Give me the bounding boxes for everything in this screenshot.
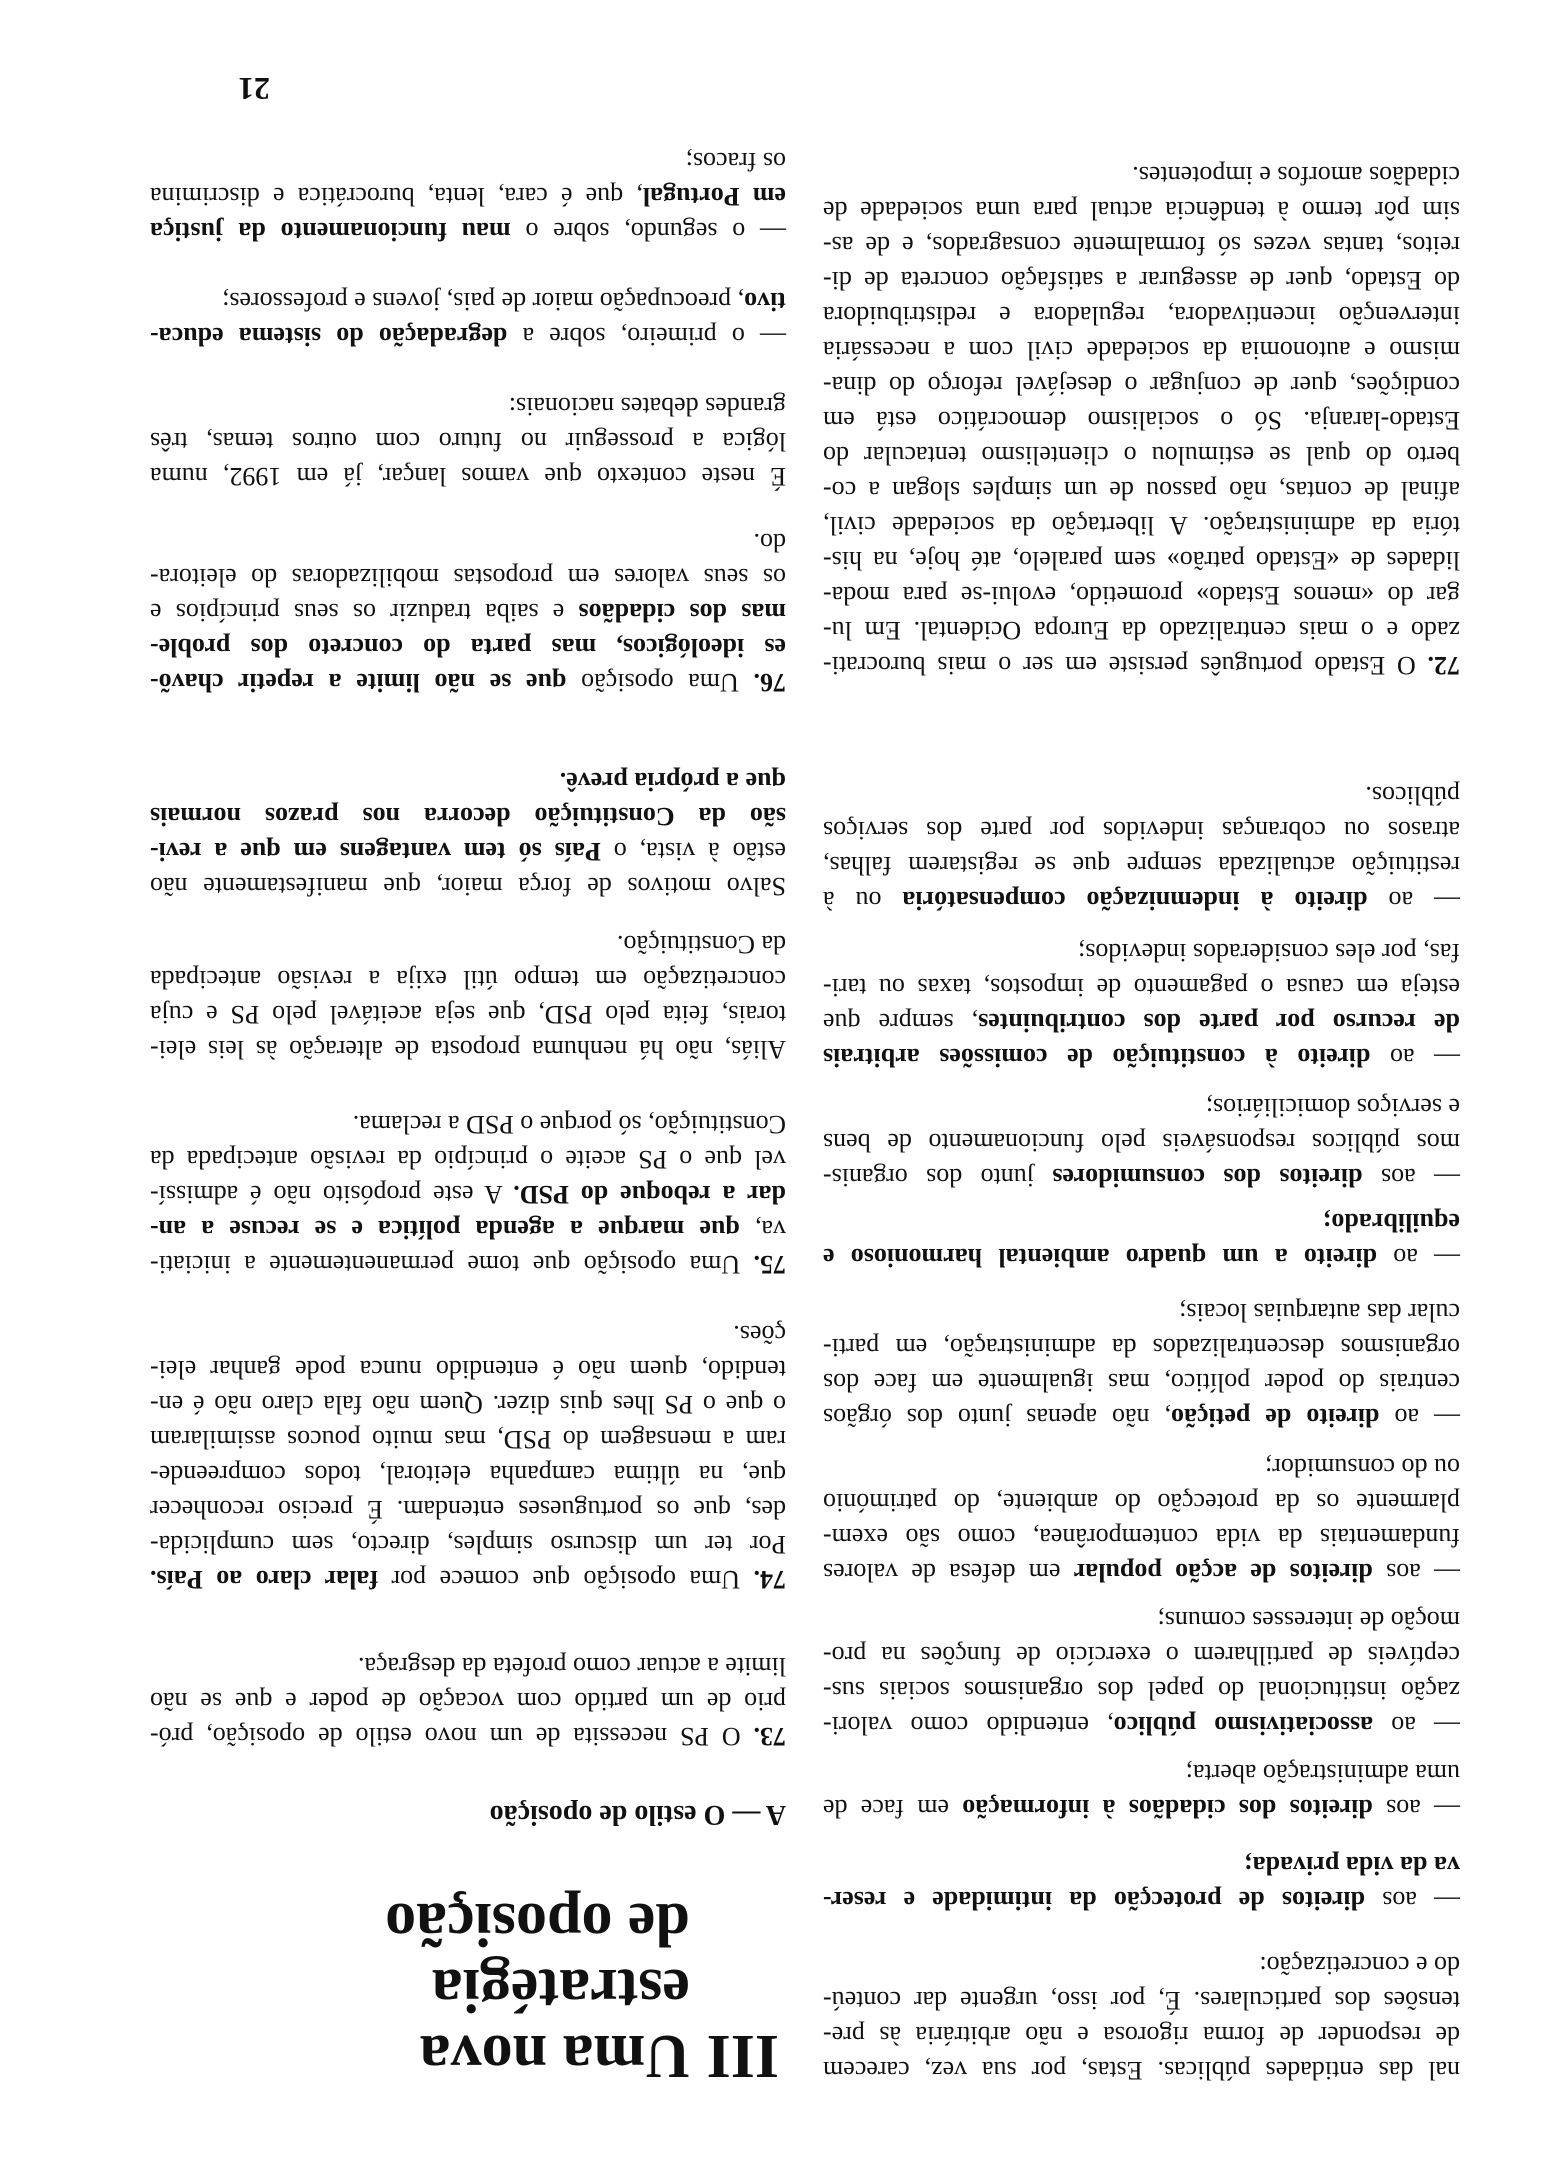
text-line	[150, 962, 786, 997]
text-line	[823, 263, 1460, 298]
text-line	[823, 1205, 1460, 1240]
text: va,	[739, 1215, 786, 1244]
bold-text: mas dos cidadãos	[578, 598, 786, 627]
text: ou à	[823, 886, 903, 915]
paragraph-intro-continuation	[823, 1948, 1460, 2088]
list-item-arbitration	[823, 935, 1460, 1075]
text: des, que os portugueses entendam. É preciso reconhecer	[150, 1495, 786, 1524]
text-line	[150, 179, 786, 214]
text: fas, por eles considerados indevidos;	[1078, 938, 1460, 967]
text: que, na última campanha eleitoral, todos compreende-	[150, 1460, 786, 1489]
text: ções.	[733, 1320, 786, 1349]
text-line	[150, 1247, 786, 1282]
text-line	[823, 228, 1460, 263]
text-line	[150, 214, 786, 249]
text-line	[150, 1684, 786, 1719]
text: mismo e autonomia da sociedade civil com a necessária	[823, 336, 1460, 365]
text-line	[150, 1527, 786, 1562]
text: mos públicos responsáveis pelo funcionamento de bens	[823, 1128, 1460, 1157]
text-line	[150, 595, 786, 630]
text: cidadãos amorfos e impotentes.	[1132, 161, 1460, 190]
text-line	[823, 1555, 1460, 1590]
text: limite a actuar como profeta da desgraça.	[357, 1652, 786, 1681]
text-line	[823, 1400, 1460, 1435]
text: Salvo motivos de força maior, que manifestamente não	[150, 872, 786, 901]
text-line	[823, 158, 1460, 193]
text: e saiba traduzir os seus princípios e	[150, 598, 579, 627]
text-line	[150, 799, 786, 834]
paragraph-alias	[150, 927, 786, 1067]
text-line	[150, 1032, 786, 1067]
text-line	[823, 368, 1460, 403]
bold-text: direitos de acção popular	[1073, 1558, 1373, 1587]
bold-text: em Portugal	[642, 182, 786, 211]
text: ram a mensagem do PSD, mas muito poucos assimilaram	[150, 1425, 786, 1454]
text: do.	[753, 528, 786, 557]
text-line	[823, 1125, 1460, 1160]
text: do Estado, quer de assegurar a satisfação concreta de di-	[823, 266, 1460, 295]
bold-text: 72.	[1427, 651, 1460, 680]
text: concretização em tempo útil exija a revisão antecipada	[150, 965, 786, 994]
text: prio de um partido com vocação de poder e que se não	[150, 1687, 786, 1716]
text-line	[150, 1212, 786, 1247]
bold-text: que marque a agenda política e se recuse a an-	[150, 1215, 740, 1244]
text: Por ter um discurso simples, directo, sem cumplicida-	[150, 1530, 786, 1559]
text: — aos	[1372, 1794, 1460, 1823]
text: , não apenas junto dos órgãos	[823, 1403, 1171, 1432]
chapter-title	[385, 1891, 690, 2089]
bold-text: de recurso por parte dos contribuintes	[978, 1008, 1460, 1037]
text-line	[823, 883, 1460, 918]
text: de responder de forma rigorosa e não arbitrária às pre-	[823, 2021, 1460, 2050]
text-line	[823, 935, 1460, 970]
text-line	[823, 1005, 1460, 1040]
text: — aos	[1362, 1163, 1460, 1192]
text: — o segundo, sobre o	[510, 217, 786, 246]
list-item-consumers	[823, 1090, 1460, 1195]
text-line	[150, 1177, 786, 1212]
list-item-popular-action	[823, 1450, 1460, 1590]
bold-text: direitos de protecção da intimidade e reser-	[823, 1886, 1366, 1915]
text-line	[823, 1365, 1460, 1400]
paragraph-73	[150, 1649, 786, 1754]
text-line	[823, 1638, 1460, 1673]
bold-text: direito à indemnização compensatória	[902, 886, 1368, 915]
list-item-privacy-rights	[823, 1848, 1460, 1918]
chapter-title-line: estratégia	[431, 1956, 690, 2024]
text-line	[150, 997, 786, 1032]
text: Aliás, não há nenhuma proposta de alteração às leis elei-	[150, 1035, 786, 1064]
text: centrais do poder político, mas igualmente em face dos	[823, 1368, 1460, 1397]
text-line	[150, 1352, 786, 1387]
text-line	[823, 1883, 1460, 1918]
text: plarmente os da protecção do ambiente, do património	[823, 1488, 1460, 1517]
text-line	[823, 578, 1460, 613]
text-line	[823, 403, 1460, 438]
list-item-environment	[823, 1205, 1460, 1275]
text-line	[823, 298, 1460, 333]
text-line	[823, 1948, 1460, 1983]
text-line	[150, 1719, 786, 1754]
text-line	[150, 869, 786, 904]
text: públicos.	[1365, 781, 1460, 810]
chapter-title-line: de oposição	[385, 1890, 690, 1958]
text-line	[150, 459, 786, 494]
bold-text: va da vida privada;	[1244, 1851, 1460, 1880]
text: gar do «menos Estado» prometido, evolui-se para moda-	[823, 581, 1460, 610]
text-line	[823, 1520, 1460, 1555]
bold-text: que se não limite a repetir chavõ-	[150, 668, 567, 697]
text: — ao	[1379, 1403, 1460, 1432]
text: Estado-laranja. Só o socialismo democrático está em	[823, 406, 1460, 435]
list-item-information-rights	[823, 1756, 1460, 1826]
text: Uma oposição que comece por	[377, 1565, 754, 1594]
text-line	[823, 1040, 1460, 1075]
text-line	[823, 1295, 1460, 1330]
text: ou do consumidor;	[1265, 1453, 1460, 1482]
text-line	[150, 284, 786, 319]
bold-text: direito à constituição de comissões arbitrais	[822, 1043, 1371, 1072]
text: organismos descentralizados da administração, em parti-	[823, 1333, 1460, 1362]
text: tendido, quem não é entendido nunca pode ganhar elei-	[150, 1355, 786, 1384]
chapter-number: III	[706, 2022, 779, 2090]
bold-text: direito a um quadro ambiental harmonioso e	[822, 1243, 1378, 1272]
text: condições, quer de conjugar o desejável reforço do dina-	[823, 371, 1460, 400]
text: É neste contexto que vamos lançar, já em 1992, numa	[150, 462, 786, 491]
text-line	[150, 1649, 786, 1684]
bold-text: 73.	[753, 1722, 786, 1751]
text: O PS necessita de um novo estilo de oposição, pró-	[150, 1722, 754, 1751]
text-line	[823, 1673, 1460, 1708]
bold-text: País só tem vantagens em que a revi-	[150, 837, 601, 866]
text: — ao	[1373, 1711, 1460, 1740]
text-line	[823, 1756, 1460, 1791]
text-line	[823, 508, 1460, 543]
list-item-justice	[150, 144, 786, 249]
text: moção de interesses comuns;	[1157, 1606, 1460, 1635]
text: cular das autarquias locais;	[1179, 1298, 1460, 1327]
text: , entendido como valori-	[823, 1711, 1114, 1740]
text: os seus valores em propostas mobilizadoras do eleitora-	[150, 563, 786, 592]
text: , sempre que	[823, 1008, 979, 1037]
text-line	[823, 1983, 1460, 2018]
text-line	[150, 424, 786, 459]
text: os fracos;	[685, 147, 786, 176]
text-line	[150, 1142, 786, 1177]
text-line	[150, 927, 786, 962]
text-line	[823, 2018, 1460, 2053]
text: sim pôr termo à tendência actual para uma sociedade de	[823, 196, 1460, 225]
list-item-public-associativism	[823, 1603, 1460, 1743]
text-line	[150, 764, 786, 799]
text: reitos, tantas vezes só formalmente consagrados, e de as-	[823, 231, 1460, 260]
text-line	[150, 1492, 786, 1527]
text-line	[150, 1457, 786, 1492]
text: Uma oposição que tome permanentemente a iniciati-	[150, 1250, 754, 1279]
text: Constituição, só porque o PSD a reclama.	[352, 1110, 786, 1139]
text: restituição actualizada sempre que se registarem falhas,	[823, 851, 1460, 880]
text: tensões dos particulares. É, por isso, urgente dar conteú-	[823, 1986, 1460, 2015]
bold-text: es ideológicos, mas parta do concreto dos proble-	[150, 633, 786, 662]
text-line	[150, 389, 786, 424]
text: , preocupação maior de pais, jovens e professores;	[222, 287, 745, 316]
text: — aos	[1365, 1886, 1460, 1915]
bold-text: 75.	[753, 1250, 786, 1279]
text: berto do qual se estimulou o clientelismo tentacular do	[823, 441, 1460, 470]
text-line	[150, 665, 786, 700]
text: O Estado português persiste em ser o mais burocrati-	[823, 651, 1428, 680]
list-item-education	[150, 284, 786, 354]
text: lógica a prosseguir no futuro com outros temas, três	[150, 427, 786, 456]
text: junto dos organis-	[823, 1163, 1053, 1192]
text: — ao	[1370, 1043, 1460, 1072]
text: do e concretização:	[1259, 1951, 1460, 1980]
text-line	[150, 630, 786, 665]
text: vel que o PS aceite o princípio da revisão antecipada da	[150, 1145, 786, 1174]
text-line	[150, 525, 786, 560]
list-item-petition-right	[823, 1295, 1460, 1435]
bold-text: direitos dos cidadãos à informação	[962, 1794, 1373, 1823]
list-item-indemnification	[823, 778, 1460, 918]
paragraph-salvo	[150, 764, 786, 904]
bold-text: que a própria prevê.	[559, 767, 786, 796]
text: — ao	[1367, 886, 1460, 915]
text-line	[823, 1160, 1460, 1195]
text: zado e o mais centralizado da Europa Ocidental. Em lu-	[823, 616, 1460, 645]
bold-text: direitos dos consumidores	[1052, 1163, 1363, 1192]
text: fundamentais da vida contemporânea, como são exem-	[823, 1523, 1460, 1552]
text: atrasos ou cobranças indevidos por parte dos serviços	[823, 816, 1460, 845]
text: afinal de contas, não passou de um simples slogan a co-	[823, 476, 1460, 505]
bold-text: dar a reboque do PSD.	[513, 1180, 786, 1209]
bold-text: 76.	[753, 668, 786, 697]
text: ceptíveis de partilharem o exercício de funções na pro-	[823, 1641, 1460, 1670]
paragraph-76	[150, 525, 786, 700]
text-line	[150, 1317, 786, 1352]
bold-text: tivo	[744, 287, 786, 316]
text-line	[823, 1330, 1460, 1365]
text-line	[823, 473, 1460, 508]
text-line	[823, 1240, 1460, 1275]
text-line	[823, 1791, 1460, 1826]
text: , que é cara, lenta, burocrática e discrimina	[150, 182, 643, 211]
text-line	[823, 438, 1460, 473]
section-heading: A — O estilo de oposição	[489, 1799, 786, 1830]
page-number: 21	[238, 71, 270, 107]
text-line	[823, 2053, 1460, 2088]
text: — o primeiro, sobre a	[507, 322, 786, 351]
text-line	[823, 1450, 1460, 1485]
text-line	[823, 613, 1460, 648]
bold-text: direito de petição	[1171, 1403, 1380, 1432]
text: em defesa de valores	[823, 1558, 1074, 1587]
text-line	[150, 1387, 786, 1422]
text-line	[823, 778, 1460, 813]
text-line	[150, 560, 786, 595]
text: A este propósito não é admissí-	[149, 1180, 514, 1209]
text: estão à vista, o	[600, 837, 786, 866]
text: — aos	[1372, 1558, 1460, 1587]
text: — ao	[1377, 1243, 1460, 1272]
text-line	[823, 970, 1460, 1005]
text-line	[150, 1422, 786, 1457]
chapter-title-line: Uma nova	[419, 2022, 690, 2090]
text-line	[823, 1848, 1460, 1883]
text: uma administração aberta;	[1185, 1759, 1460, 1788]
text-line	[823, 648, 1460, 683]
text: tória da administração. A libertação da sociedade civil,	[823, 511, 1460, 540]
paragraph-75	[150, 1107, 786, 1282]
paragraph-74	[150, 1317, 786, 1597]
bold-text: associativismo público	[1113, 1711, 1374, 1740]
text-line	[823, 1708, 1460, 1743]
text: Uma oposição	[566, 668, 754, 697]
paragraph-debates	[150, 389, 786, 494]
text-line	[823, 848, 1460, 883]
text-line	[150, 834, 786, 869]
text: da Constituição.	[617, 930, 786, 959]
bold-text: falar claro ao País.	[149, 1565, 378, 1594]
text: torais, feita pelo PSD, que seja aceitável pelo PS e cuja	[150, 1000, 786, 1029]
text: nal das entidades públicas. Estas, por sua vez, carecem	[823, 2056, 1460, 2085]
text: lidades de «Estado patrão» sem paralelo, até hoje, na his-	[823, 546, 1460, 575]
text: intervenção incentivadora, reguladora e redistribuidora	[823, 301, 1460, 330]
text: o que o PS lhes quis dizer. Quem não fala claro não é en-	[150, 1390, 786, 1419]
text-line	[150, 1107, 786, 1142]
text-line	[823, 543, 1460, 578]
bold-text: são da Constituição decorra nos prazos normais	[150, 802, 786, 831]
text-line	[823, 1090, 1460, 1125]
text-line	[823, 1603, 1460, 1638]
paragraph-72	[823, 158, 1460, 683]
text: grandes debates nacionais:	[508, 392, 786, 421]
bold-text: degradação do sistema educa-	[150, 322, 508, 351]
text-line	[823, 333, 1460, 368]
text-line	[150, 144, 786, 179]
bold-text: mau funcionamento da justiça	[150, 217, 511, 246]
text-line	[823, 813, 1460, 848]
text: zação institucional do papel dos organismos sociais sus-	[823, 1676, 1460, 1705]
text-line	[150, 1562, 786, 1597]
text: em face de	[823, 1794, 963, 1823]
text: e serviços domiciliários;	[1205, 1093, 1460, 1122]
text-line	[150, 319, 786, 354]
text: esteja em causa o pagamento de impostos, taxas ou tari-	[823, 973, 1460, 1002]
text-line	[823, 193, 1460, 228]
bold-text: 74.	[753, 1565, 786, 1594]
text-line	[823, 1485, 1460, 1520]
bold-text: equilibrado;	[1322, 1208, 1460, 1237]
